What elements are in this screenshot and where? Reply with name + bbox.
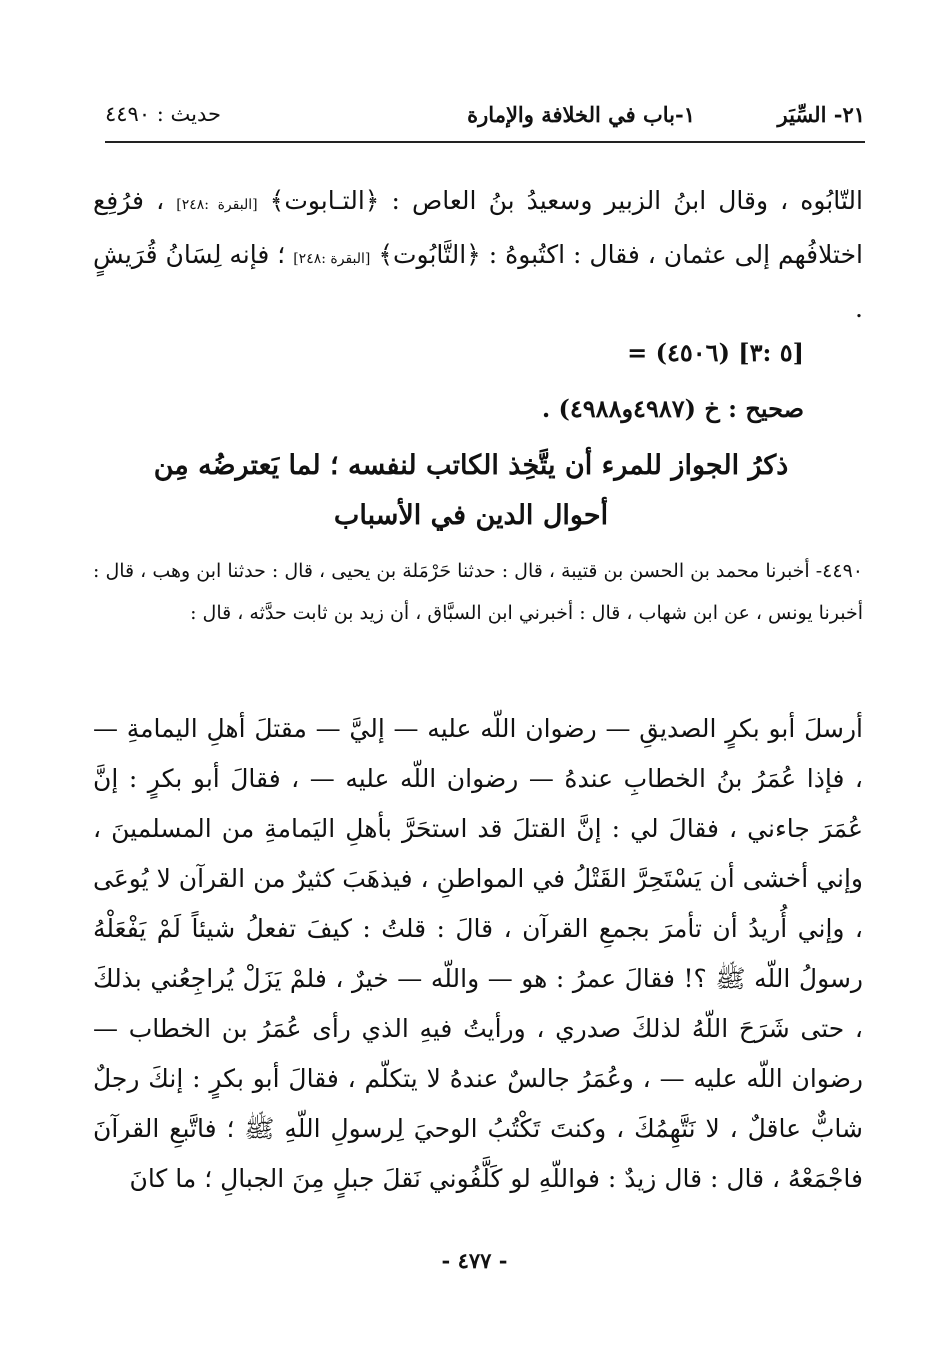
paragraph-text: ، فرُفِع اختلافُهم إلى عثمان ، فقال : اكتُبوهُ : ﴿التَّابُوت﴾ — [93, 186, 863, 269]
matn-paragraph: أرسلَ أبو بكرٍ الصديقِ — رضوان اللّه عليه — إليَّ — مقتلَ أهلِ اليمامةِ — ، فإذا عُمَرُ بنُ الخطابِ عندهُ — رضوان اللّه عليه — ، فقالَ أبو بكرٍ : إنَّ عُمَرَ جاءني ، فقالَ لي : إنَّ القتلَ قد استحَرَّ بأهلِ اليَمامةِ من المسلمينَ ، وإني أخشى أن يَسْتَحِرَّ القَتْلُ في المواطنِ ، فيذهَبَ كثيرٌ من القرآن لا يُوعَى ، وإني أُريدُ أن تأمرَ بجمعِ القرآن ، قالَ : قلتُ : كيفَ تفعلُ شيئاً لَمْ يَفْعَلْهُ رسولُ اللّه ﷺ ؟! فقالَ عمرُ : هو — واللّه — خيرٌ ، فلمْ يَزَلْ يُراجِعُني بذلكَ ، حتى شَرَحَ اللّهُ لذلكَ صدري ، ورأيتُ فيهِ الذي رأى عُمَرُ بن الخطاب — رضوان اللّه عليه — ، وعُمَرُ جالسٌ عندهُ لا يتكلّم ، فقالَ أبو بكرٍ : إنكَ رجلٌ شابٌّ عاقلٌ ، لا نَتَّهِمُكَ ، وكنتَ تَكْتُبُ الوحيَ لِرسولِ اللّهِ ﷺ ؛ فاتَّبعِ القرآنَ فاجْمَعْهُ ، قال : قال زيدٌ : فواللّهِ لو كَلَّفُوني نَقلَ جبلٍ مِنَ الجبالِ ؛ ما كانَ — [93, 714, 863, 1193]
header-chapter-title: ١-باب في الخلافة والإمارة — [467, 102, 695, 127]
paragraph-text: التّابُوه ، وقال ابنُ الزبير وسعيدُ بنُ العاص : ﴿التـابوت﴾ — [257, 186, 863, 215]
chapter-heading-line-2: أحوال الدين في الأسباب — [333, 500, 609, 531]
cross-reference-line: = (٤٥٠٦) [٥ :٣] — [627, 338, 804, 367]
header-hadith-reference: حديث : ٤٤٩٠ — [105, 102, 222, 126]
header-divider — [105, 141, 865, 143]
header-section-title: ٢١- السِّيَر — [777, 102, 865, 127]
continuation-paragraph — [93, 176, 863, 334]
chapter-heading-line-1: ذكرُ الجواز للمرء أن يتَّخِذ الكاتب لنفسه ؛ لما يَعترضُه مِن — [153, 450, 789, 481]
paragraph-text: ؛ فإنه لِسَانُ قُرَيشٍ . — [93, 240, 863, 323]
quran-reference: [البقرة :٢٤٨] — [293, 251, 371, 267]
isnad-paragraph: ٤٤٩٠- أخبرنا محمد بن الحسن بن قتيبة ، قال : حدثنا حَرْمَلة بن يحيى ، قال : حدثنا ابن وهب ، قال : أخبرنا يونس ، عن ابن شهاب ، قال : أخبرني ابن السبَّاق ، أن زيد بن ثابت حدَّثه ، قال : — [93, 560, 863, 624]
page-number: - ٤٧٧ - — [441, 1248, 508, 1273]
running-header — [105, 96, 865, 136]
grading-line: صحيح : خ (٤٩٨٧و٤٩٨٨) . — [541, 394, 804, 423]
quran-reference: [البقرة :٢٤٨] — [176, 197, 258, 213]
